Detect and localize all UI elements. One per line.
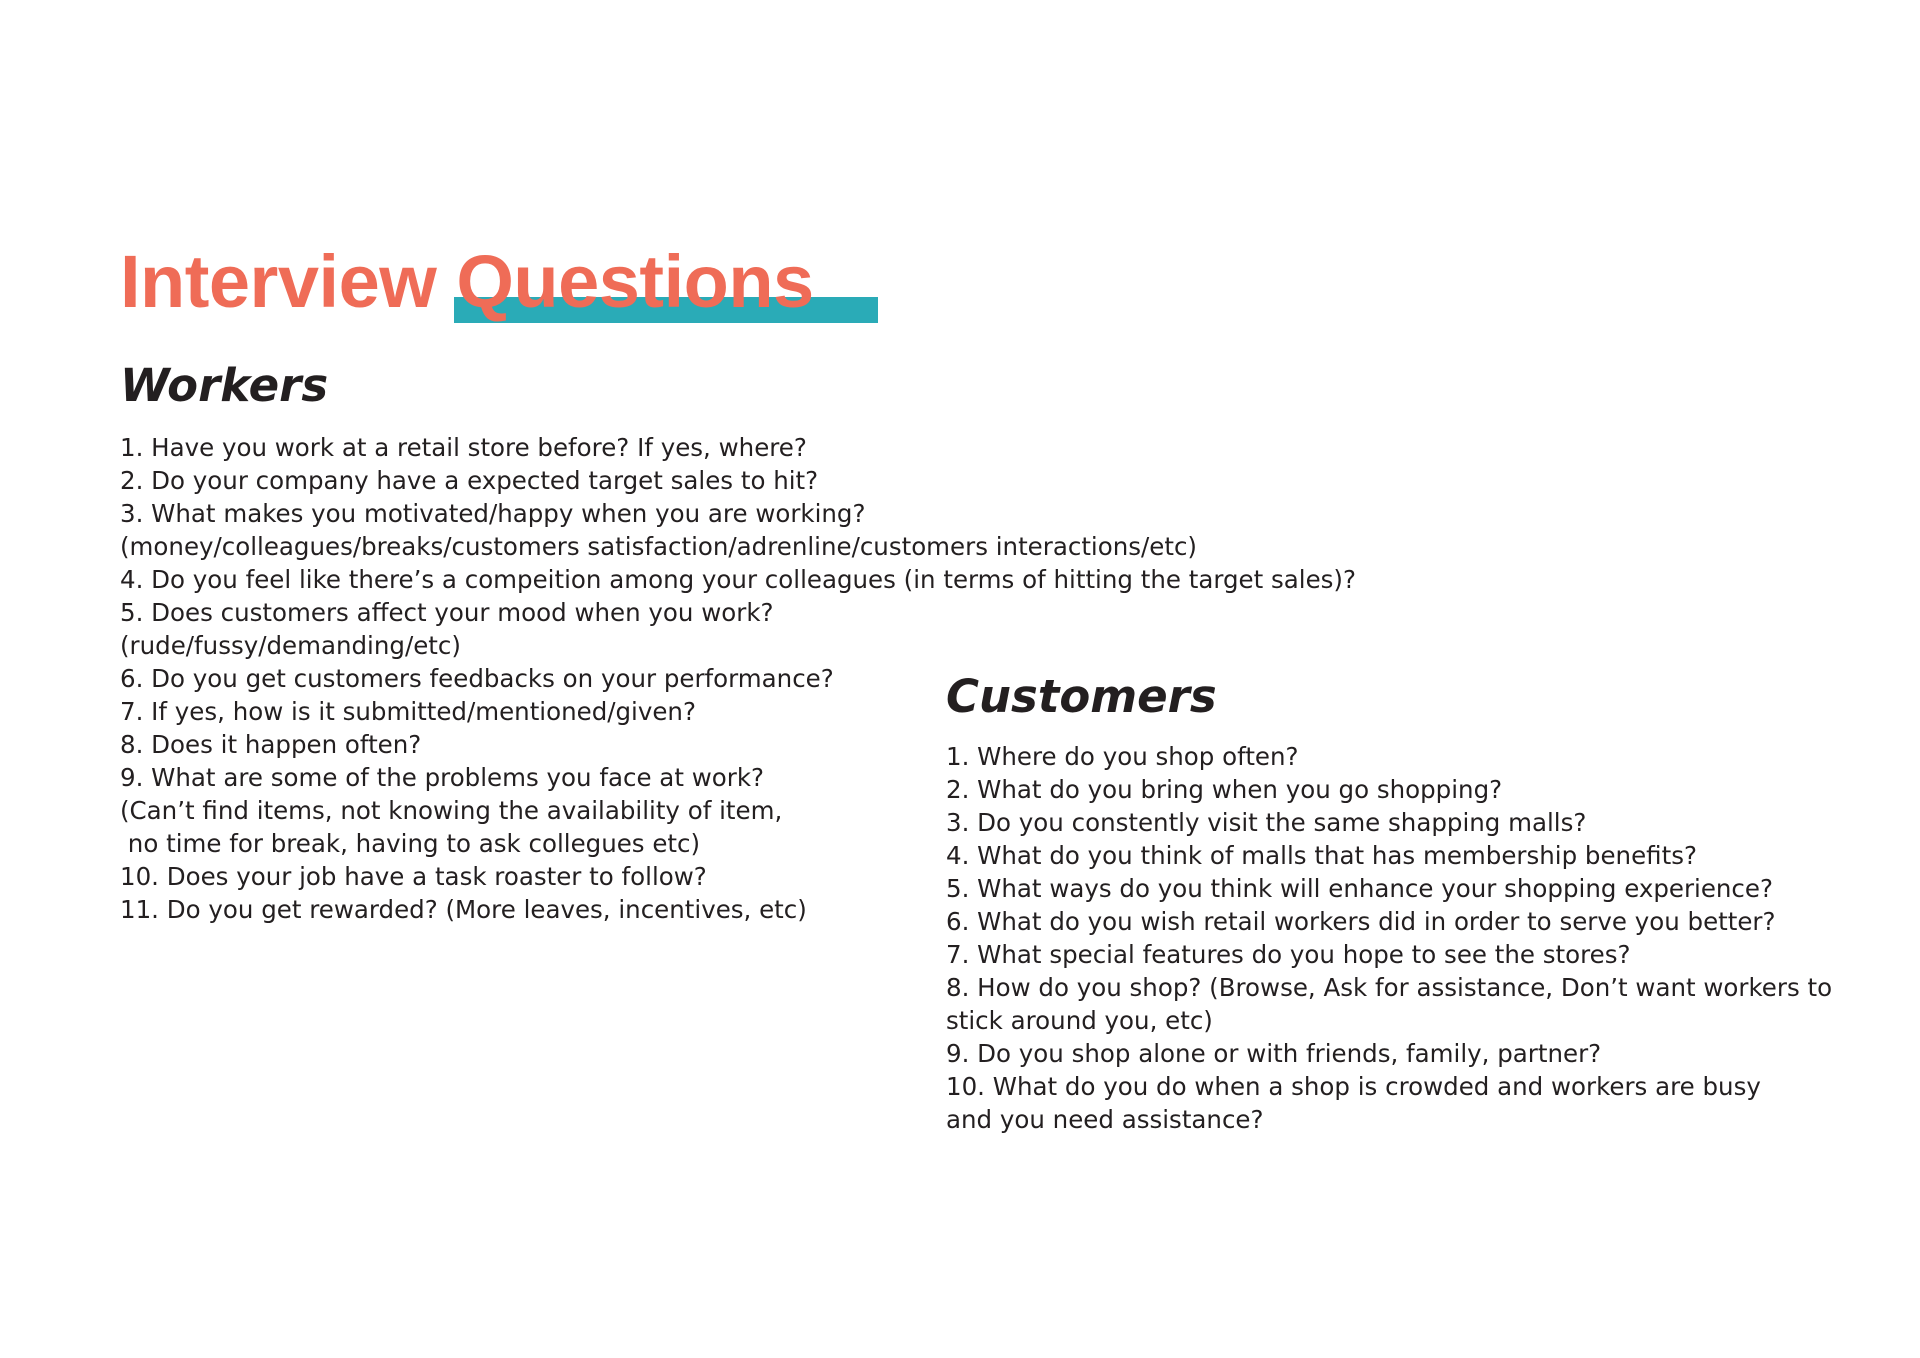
customers-question-line: 7. What special features do you hope to see the stores? xyxy=(946,940,1631,969)
customers-question-line: and you need assistance? xyxy=(946,1105,1264,1134)
workers-question-line: 2. Do your company have a expected target sales to hit? xyxy=(120,466,819,495)
workers-question-line: no time for break, having to ask collegues etc) xyxy=(120,829,701,858)
workers-question-line: (money/colleagues/breaks/customers satisfaction/adrenline/customers interactions/etc) xyxy=(120,532,1197,561)
customers-question-line: 9. Do you shop alone or with friends, family, partner? xyxy=(946,1039,1602,1068)
page-title-word-1: Interview xyxy=(120,240,437,323)
customers-question-line: 10. What do you do when a shop is crowded and workers are busy xyxy=(946,1072,1761,1101)
page-title-word-2: Questions xyxy=(456,240,814,323)
customers-question-line: 3. Do you constently visit the same shapping malls? xyxy=(946,808,1587,837)
workers-question-line: 11. Do you get rewarded? (More leaves, incentives, etc) xyxy=(120,895,807,924)
customers-question-line: 2. What do you bring when you go shopping? xyxy=(946,775,1503,804)
customers-question-line: stick around you, etc) xyxy=(946,1006,1213,1035)
workers-question-line: (rude/fussy/demanding/etc) xyxy=(120,631,461,660)
customers-question-line: 8. How do you shop? (Browse, Ask for assistance, Don’t want workers to xyxy=(946,973,1833,1002)
workers-question-line: 4. Do you feel like there’s a compeition among your colleagues (in terms of hitting the target sales)? xyxy=(120,565,1356,594)
workers-question-line: (Can’t find items, not knowing the availability of item, xyxy=(120,796,783,825)
workers-heading: Workers xyxy=(120,359,329,412)
customers-question-line: 1. Where do you shop often? xyxy=(946,742,1299,771)
workers-question-line: 8. Does it happen often? xyxy=(120,730,422,759)
customers-question-line: 5. What ways do you think will enhance your shopping experience? xyxy=(946,874,1773,903)
page-title xyxy=(120,232,814,332)
customers-heading: Customers xyxy=(946,670,1217,723)
customers-question-list xyxy=(946,740,1832,1136)
workers-question-line: 3. What makes you motivated/happy when you are working? xyxy=(120,499,866,528)
workers-question-line: 7. If yes, how is it submitted/mentioned/given? xyxy=(120,697,696,726)
customers-question-line: 4. What do you think of malls that has membership benefits? xyxy=(946,841,1697,870)
customers-question-line: 6. What do you wish retail workers did in order to serve you better? xyxy=(946,907,1776,936)
workers-question-line: 5. Does customers affect your mood when you work? xyxy=(120,598,774,627)
workers-question-line: 6. Do you get customers feedbacks on your performance? xyxy=(120,664,834,693)
workers-question-line: 1. Have you work at a retail store before? If yes, where? xyxy=(120,433,807,462)
workers-question-line: 10. Does your job have a task roaster to follow? xyxy=(120,862,707,891)
workers-question-line: 9. What are some of the problems you face at work? xyxy=(120,763,765,792)
